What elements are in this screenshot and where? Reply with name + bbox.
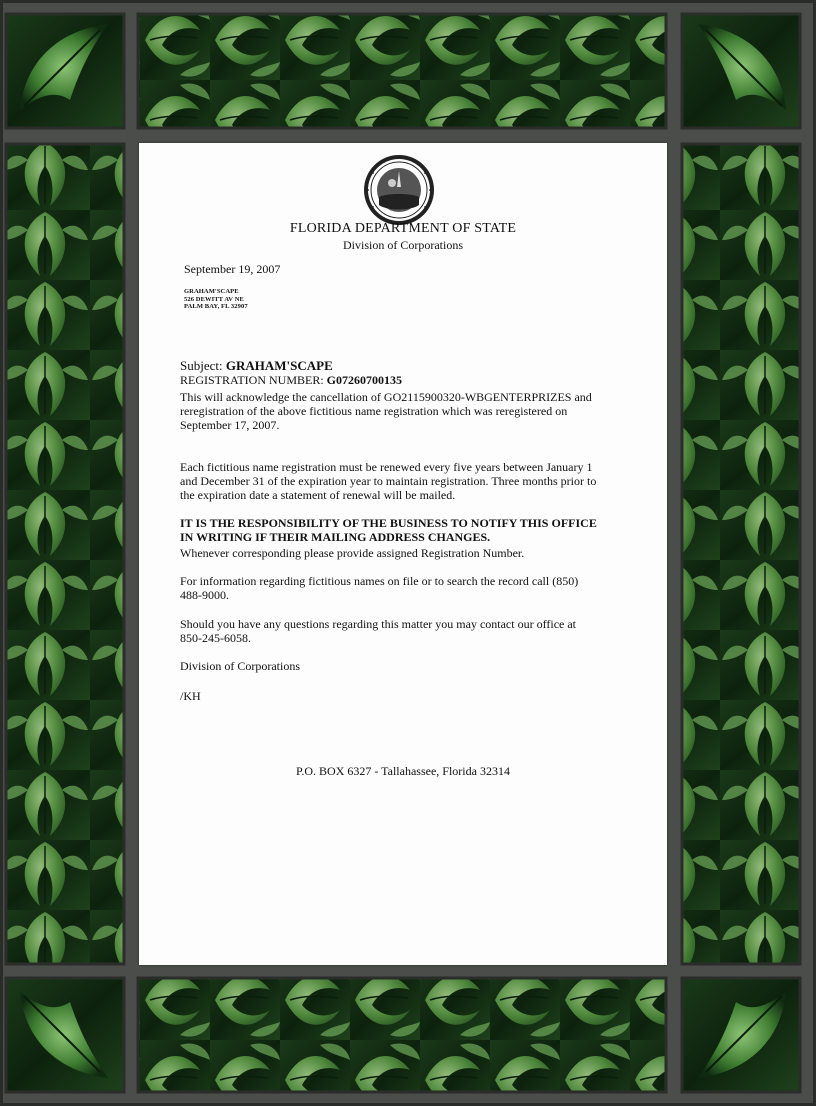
address-line: PALM BAY, FL 32907 [184, 303, 248, 310]
correspondence-paragraph: Whenever corresponding please provide assigned Registration Number. [180, 546, 525, 560]
footer-address: P.O. BOX 6327 - Tallahassee, Florida 32314 [296, 764, 510, 778]
address-line: 526 DEWITT AV NE [184, 295, 244, 303]
sign-off: Division of Corporations [180, 659, 300, 673]
address-line: GRAHAM'SCAPE [184, 288, 239, 295]
recipient-address [184, 288, 248, 311]
contact-paragraph: Should you have any questions regarding this matter you may contact our office at 850-245-6058. [180, 617, 577, 645]
information-paragraph: For information regarding fictitious names on file or to search the record call (850) 488-9000. [180, 574, 579, 602]
registration-label: REGISTRATION NUMBER: [180, 373, 324, 387]
subject-value: GRAHAM'SCAPE [225, 358, 333, 373]
subject-label: Subject: [180, 358, 223, 373]
letter-paper [139, 143, 667, 965]
letter-date: September 19, 2007 [184, 262, 281, 276]
responsibility-notice: IT IS THE RESPONSIBILITY OF THE BUSINESS TO NOTIFY THIS OFFICE IN WRITING IF THEIR MAILING ADDRESS CHANGES. [180, 516, 597, 544]
cancellation-paragraph: This will acknowledge the cancellation of GO2115900320-WBGENTERPRIZES and reregistration of the above fictitious name registration which was reregistered on September 17, 2007. [180, 390, 592, 432]
initials: /KH [180, 689, 201, 703]
agency-name: FLORIDA DEPARTMENT OF STATE [289, 221, 517, 236]
subject-block [180, 359, 600, 387]
registration-number: G07260700135 [326, 373, 403, 387]
renewal-paragraph: Each fictitious name registration must be renewed every five years between January 1 and December 31 of the expiration year to maintain registration. Three months prior to the expiration date a statement of renewal will be mailed. [180, 460, 597, 502]
state-seal-icon [362, 153, 436, 227]
division-name: Division of Corporations [343, 238, 463, 252]
